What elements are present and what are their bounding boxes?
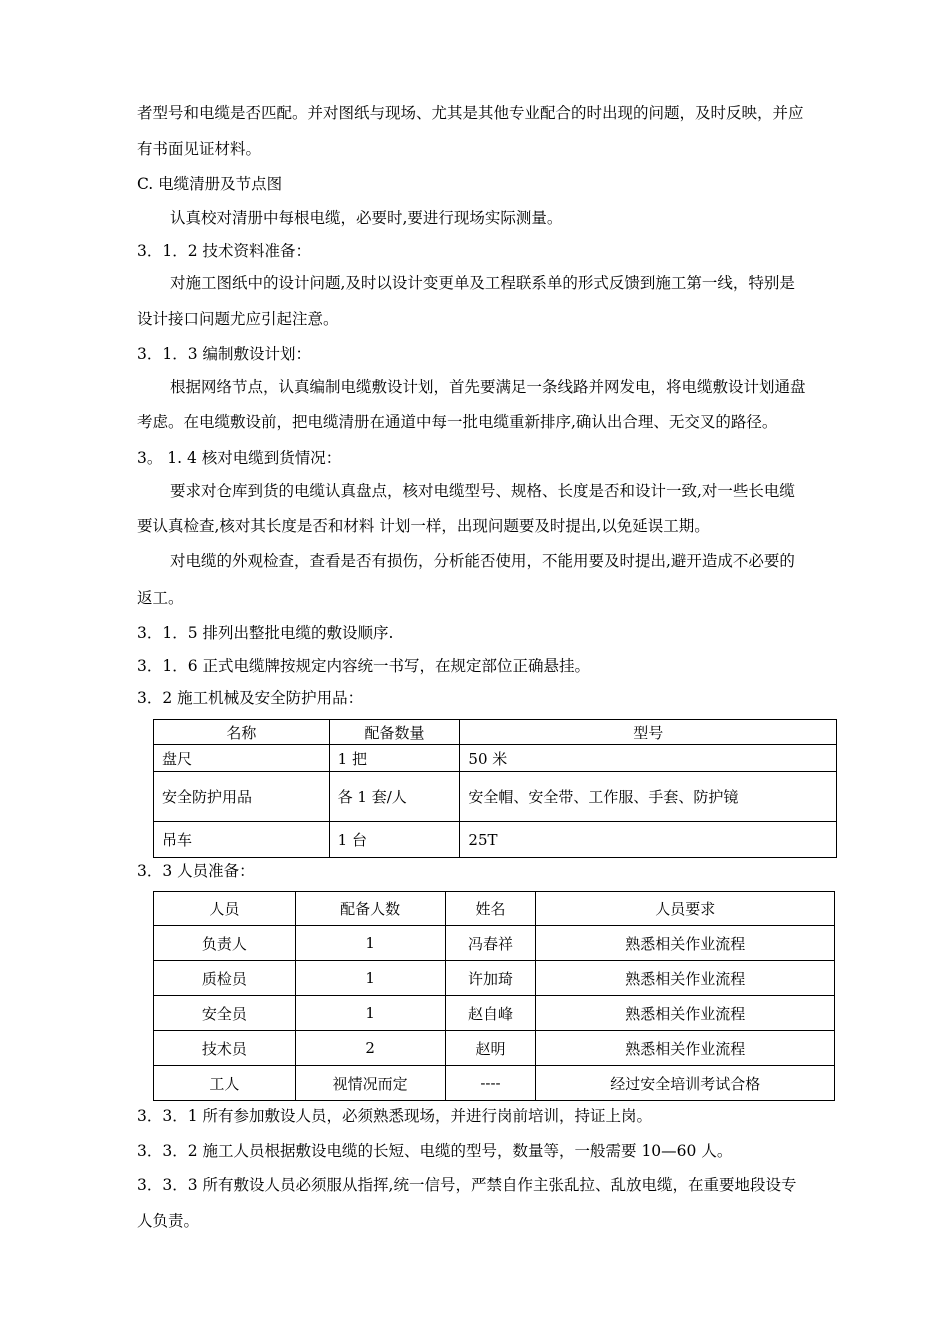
table-cell: 许加琦 bbox=[445, 961, 536, 996]
table-header-cell: 型号 bbox=[460, 720, 837, 745]
paragraph-line: 要认真检查,核对其长度是否和材料 计划一样，出现问题要及时提出,以免延误工期。 bbox=[137, 517, 710, 535]
table-cell: 技术员 bbox=[154, 1031, 296, 1066]
table-cell: 2 bbox=[295, 1031, 445, 1066]
table-cell: 50 米 bbox=[460, 745, 837, 772]
table-cell: 盘尺 bbox=[154, 745, 330, 772]
section-heading: 3．1．2 技术资料准备： bbox=[137, 242, 312, 260]
section-heading: 3．1．5 排列出整批电缆的敷设顺序. bbox=[137, 624, 394, 642]
paragraph-line: 要求对仓库到货的电缆认真盘点，核对电缆型号、规格、长度是否和设计一致,对一些长电缆 bbox=[170, 482, 795, 500]
equipment-table bbox=[153, 719, 837, 858]
section-heading: 3．1．6 正式电缆牌按规定内容统一书写，在规定部位正确悬挂。 bbox=[137, 657, 591, 675]
table-row bbox=[154, 1066, 835, 1101]
table-row bbox=[154, 961, 835, 996]
table-cell: 25T bbox=[460, 822, 837, 858]
table-header-row bbox=[154, 720, 837, 745]
table-cell: 视情况而定 bbox=[295, 1066, 445, 1101]
table-header-cell: 姓名 bbox=[445, 892, 536, 926]
table-cell: 1 bbox=[295, 961, 445, 996]
table-cell: 安全防护用品 bbox=[154, 772, 330, 822]
table-cell: 熟悉相关作业流程 bbox=[536, 961, 835, 996]
table-cell: 赵明 bbox=[445, 1031, 536, 1066]
table-header-cell: 人员 bbox=[154, 892, 296, 926]
table-cell: 赵自峰 bbox=[445, 996, 536, 1031]
paragraph-line: 者型号和电缆是否匹配。并对图纸与现场、尤其是其他专业配合的时出现的问题，及时反映，并应 bbox=[137, 104, 804, 122]
table-row bbox=[154, 745, 837, 772]
table-cell: 1 台 bbox=[329, 822, 460, 858]
table-cell: 1 bbox=[295, 996, 445, 1031]
paragraph-line: 认真校对清册中每根电缆，必要时,要进行现场实际测量。 bbox=[170, 209, 563, 227]
table-row bbox=[154, 996, 835, 1031]
table-cell: 1 把 bbox=[329, 745, 460, 772]
table-row bbox=[154, 1031, 835, 1066]
paragraph-line: 3．3．3 所有敷设人员必须服从指挥,统一信号，严禁自作主张乱拉、乱放电缆，在重要地段设专 bbox=[137, 1176, 797, 1194]
table-header-cell: 配备人数 bbox=[295, 892, 445, 926]
table-cell: 工人 bbox=[154, 1066, 296, 1101]
section-heading: 3。 1. 4 核对电缆到货情况： bbox=[137, 449, 342, 467]
paragraph-line: 3．3．1 所有参加敷设人员，必须熟悉现场，并进行岗前培训，持证上岗。 bbox=[137, 1107, 653, 1125]
table-cell: 安全员 bbox=[154, 996, 296, 1031]
section-heading: 3．2 施工机械及安全防护用品： bbox=[137, 689, 364, 707]
table-cell: 熟悉相关作业流程 bbox=[536, 1031, 835, 1066]
table-row bbox=[154, 772, 837, 822]
table-cell: 1 bbox=[295, 926, 445, 961]
paragraph-line: 对电缆的外观检查，查看是否有损伤，分析能否使用，不能用要及时提出,避开造成不必要的 bbox=[170, 552, 795, 570]
paragraph-line: 3．3．2 施工人员根据敷设电缆的长短、电缆的型号，数量等，一般需要 10—60 人。 bbox=[137, 1142, 733, 1160]
table-header-cell: 名称 bbox=[154, 720, 330, 745]
paragraph-line: 设计接口问题尤应引起注意。 bbox=[137, 310, 339, 328]
table-cell: 质检员 bbox=[154, 961, 296, 996]
section-heading: 3．1．3 编制敷设计划： bbox=[137, 345, 312, 363]
table-cell: 冯春祥 bbox=[445, 926, 536, 961]
paragraph-line: 人负责。 bbox=[137, 1212, 200, 1230]
paragraph-line: 对施工图纸中的设计问题,及时以设计变更单及工程联系单的形式反馈到施工第一线，特别是 bbox=[170, 274, 795, 292]
table-cell: 安全帽、安全带、工作服、手套、防护镜 bbox=[460, 772, 837, 822]
paragraph-line: 返工。 bbox=[137, 589, 184, 607]
table-row bbox=[154, 926, 835, 961]
paragraph-line: 有书面见证材料。 bbox=[137, 140, 262, 158]
section-heading: 3．3 人员准备： bbox=[137, 862, 255, 880]
table-cell: ---- bbox=[445, 1066, 536, 1101]
table-cell: 熟悉相关作业流程 bbox=[536, 926, 835, 961]
table-cell: 吊车 bbox=[154, 822, 330, 858]
paragraph-line: 考虑。在电缆敷设前，把电缆清册在通道中每一批电缆重新排序,确认出合理、无交叉的路径。 bbox=[137, 413, 778, 431]
personnel-table bbox=[153, 891, 835, 1101]
table-header-cell: 人员要求 bbox=[536, 892, 835, 926]
table-row bbox=[154, 822, 837, 858]
table-cell: 负责人 bbox=[154, 926, 296, 961]
table-cell: 熟悉相关作业流程 bbox=[536, 996, 835, 1031]
table-cell: 经过安全培训考试合格 bbox=[536, 1066, 835, 1101]
section-heading: C. 电缆清册及节点图 bbox=[137, 175, 283, 193]
paragraph-line: 根据网络节点，认真编制电缆敷设计划，首先要满足一条线路并网发电，将电缆敷设计划通盘 bbox=[170, 378, 806, 396]
table-cell: 各 1 套/人 bbox=[329, 772, 460, 822]
table-header-row bbox=[154, 892, 835, 926]
table-header-cell: 配备数量 bbox=[329, 720, 460, 745]
